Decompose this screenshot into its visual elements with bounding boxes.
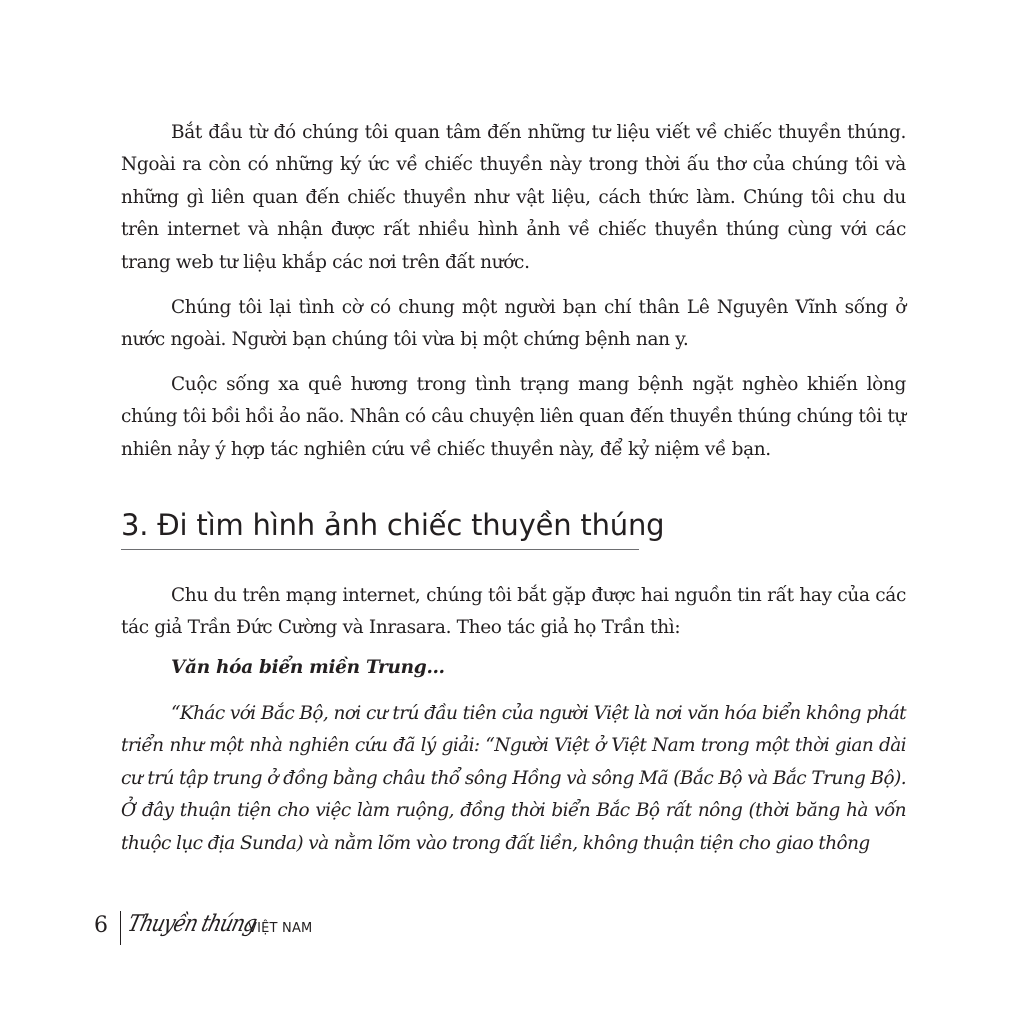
series-logo-script: Thuyền thúng [125,909,260,937]
body-paragraph-3: Cuộc sống xa quê hương trong tình trạng mang bệnh ngặt nghèo khiến lòng chúng tôi bồi hồi ảo não. Nhân có câu chuyện liên quan đến thuyền thúng chúng tôi tự nhiên nảy ý hợp tác nghiên cứu về chiếc thuyền này, để kỷ niệm về bạn. [121,374,906,460]
heading-underline [121,549,639,550]
section-heading: 3. Đi tìm hình ảnh chiếc thuyền thúng [121,508,665,542]
quote-paragraph: “Khác với Bắc Bộ, nơi cư trú đầu tiên của người Việt là nơi văn hóa biển không phát triển như một nhà nghiên cứu đã lý giải: “Người Việt ở Việt Nam trong một thời gian dài cư trú tập trung ở đồng bằng châu thổ sông Hồng và sông Mã (Bắc Bộ và Bắc Trung Bộ). Ở đây thuận tiện cho việc làm ruộng, đồng thời biển Bắc Bộ rất nông (thời băng hà vốn thuộc lục địa Sunda) và nằm lõm vào trong đất liền, không thuận tiện cho giao thông [121,703,906,854]
quote-subheading: Văn hóa biển miền Trung… [171,657,445,678]
footer-divider [120,911,121,945]
page-footer [94,909,494,949]
section-intro-paragraph: Chu du trên mạng internet, chúng tôi bắt gặp được hai nguồn tin rất hay của các tác giả Trần Đức Cường và Inrasara. Theo tác giả họ Trần thì: [121,585,906,639]
page-number: 6 [94,913,108,938]
series-logo-suffix: VIỆT NAM [248,921,313,936]
body-paragraph-2: Chúng tôi lại tình cờ có chung một người bạn chí thân Lê Nguyên Vĩnh sống ở nước ngoài. Người bạn chúng tôi vừa bị một chứng bệnh nan y. [121,297,906,351]
body-paragraph-1: Bắt đầu từ đó chúng tôi quan tâm đến những tư liệu viết về chiếc thuyền thúng. Ngoài ra còn có những ký ức về chiếc thuyền này trong thời ấu thơ của chúng tôi và những gì liên quan đến chiếc thuyền như vật liệu, cách thức làm. Chúng tôi chu du trên internet và nhận được rất nhiều hình ảnh về chiếc thuyền thúng cùng với các trang web tư liệu khắp các nơi trên đất nước. [121,122,906,273]
